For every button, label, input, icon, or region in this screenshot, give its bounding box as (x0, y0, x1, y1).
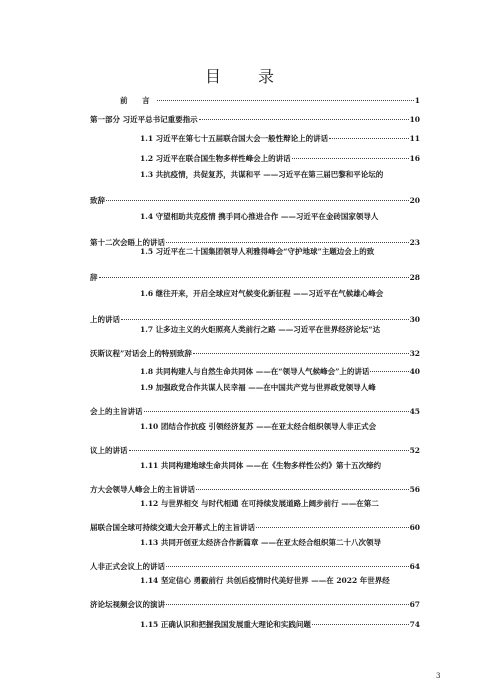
dot-leader (106, 190, 409, 201)
dot-leader (99, 267, 409, 278)
toc-entry[interactable] (90, 382, 420, 418)
toc-entry[interactable] (90, 211, 420, 249)
toc-entry-page: 45 (409, 407, 420, 416)
toc-entry-page: 11 (409, 134, 420, 143)
toc-entry-page: 23 (409, 238, 420, 247)
toc-entry-title-cont: 济论坛视频会议的演讲 (90, 600, 165, 609)
toc-entry-page: 20 (409, 196, 420, 205)
toc-entry-page: 74 (409, 620, 420, 629)
dot-leader (166, 232, 409, 243)
toc-entry-title: 前 言 (120, 96, 156, 105)
dot-leader (292, 148, 409, 159)
toc-entry-title-cont: 人非正式会议上的讲话 (90, 562, 165, 571)
toc-entry-title: 1.13 共同开创亚太经济合作新篇章 ——在亚太经合组织第二十八次领导 (140, 538, 381, 547)
toc-entry-title-cont: 方大会领导人峰会上的主旨讲话 (90, 485, 195, 494)
dot-leader (121, 309, 409, 320)
toc-entry-title: 1.14 坚定信心 勇毅前行 共创后疫情时代美好世界 ——在 2022 年世界经 (140, 576, 390, 585)
toc-entry-page: 1 (414, 96, 420, 105)
page-title: 目 录 (204, 67, 291, 86)
toc-entry-title-cont: 第十二次会晤上的讲话 (90, 238, 165, 247)
toc-entry-page: 16 (409, 154, 420, 163)
toc-entry[interactable] (140, 130, 420, 145)
toc-entry-title-cont: 会上的主旨讲话 (90, 407, 143, 416)
toc-entry[interactable] (140, 616, 420, 631)
toc-entry-title: 1.6 继往开来，开启全球应对气候变化新征程 ——习近平在气候雄心峰会 (140, 289, 384, 298)
toc-entry-page: 30 (409, 315, 420, 324)
toc-entry[interactable] (90, 288, 420, 326)
toc-entry[interactable] (90, 246, 420, 284)
toc-entry-preface[interactable] (120, 92, 420, 107)
toc-entry-title: 1.15 正确认识和把握我国发展重大理论和实践问题 (140, 620, 311, 629)
toc-entry-title: 1.1 习近平在第七十五届联合国大会一般性辩论上的讲话 (140, 134, 329, 143)
toc-entry-title: 1.2 习近平在联合国生物多样性峰会上的讲话 (140, 154, 291, 163)
toc-entry-title-cont: 辞 (90, 273, 98, 282)
toc-entry-title: 1.4 守望相助共克疫情 携手同心推进合作 ——习近平在金砖国家领导人 (140, 212, 379, 221)
toc-entry-page: 52 (409, 446, 420, 455)
dot-leader (144, 401, 409, 412)
toc-entry[interactable] (90, 421, 420, 457)
toc-entry-part-one[interactable] (90, 111, 420, 126)
toc-entry-title-cont: 上的讲话 (90, 315, 120, 324)
toc-entry-title-cont: 致辞 (90, 196, 105, 205)
dot-leader (166, 594, 409, 605)
dot-leader (193, 343, 409, 354)
toc-entry-title: 1.5 习近平在二十国集团领导人利雅得峰会“守护地球”主题边会上的致 (140, 247, 375, 256)
toc-entry-title-cont: 沃斯议程”对话会上的特别致辞 (90, 349, 192, 358)
toc-entry-page: 32 (409, 349, 420, 358)
toc-entry-title: 1.12 与世界相交 与时代相通 在可持续发展道路上阔步前行 ——在第二 (140, 499, 379, 508)
toc-entry-title: 1.10 团结合作抗疫 引领经济复苏 ——在亚太经合组织领导人非正式会 (140, 422, 377, 431)
toc-entry-title: 1.7 让多边主义的火炬照亮人类前行之路 ——习近平在世界经济论坛“达 (140, 325, 381, 334)
dot-leader (370, 361, 408, 372)
dot-leader (166, 556, 409, 567)
toc-entry-page: 60 (409, 523, 420, 532)
dot-leader (129, 440, 409, 451)
toc-entry[interactable] (90, 169, 420, 207)
dot-leader (256, 517, 409, 528)
toc-entry[interactable] (90, 498, 420, 534)
toc-entry[interactable] (90, 575, 420, 611)
page-number: 3 (436, 672, 441, 680)
toc-entry[interactable] (90, 460, 420, 496)
toc-entry-title-cont: 届联合国全球可持续交通大会开幕式上的主旨讲话 (90, 523, 255, 532)
toc-entry-title-cont: 议上的讲话 (90, 446, 128, 455)
dot-leader (196, 479, 409, 490)
toc-entry-page: 10 (409, 115, 420, 124)
toc-entry-page: 40 (409, 367, 420, 376)
toc-entry-page: 56 (409, 485, 420, 494)
toc-entry[interactable] (90, 324, 420, 360)
toc-entry-title: 1.11 共同构建地球生命共同体 ——在《生物多样性公约》第十五次缔约 (140, 461, 381, 470)
toc-entry-page: 67 (409, 600, 420, 609)
toc-entry[interactable] (90, 537, 420, 573)
toc-entry[interactable] (140, 363, 420, 378)
toc-entry[interactable] (140, 150, 420, 165)
toc-entry-title: 1.3 共抗疫情，共促复苏，共谋和平 ——习近平在第三届巴黎和平论坛的 (140, 170, 384, 179)
toc-entry-title: 1.9 加强政党合作共谋人民幸福 ——在中国共产党与世界政党领导人峰 (140, 383, 376, 392)
toc-entry-title: 第一部分 习近平总书记重要指示 (90, 115, 198, 124)
toc-entry-title: 1.8 共同构建人与自然生命共同体 ——在“领导人气候峰会”上的讲话 (140, 367, 370, 376)
toc-entry-page: 28 (409, 273, 420, 282)
dot-leader (199, 109, 409, 120)
dot-leader (157, 90, 414, 101)
dot-leader (329, 128, 408, 139)
toc-entry-page: 64 (409, 562, 420, 571)
dot-leader (312, 614, 409, 625)
